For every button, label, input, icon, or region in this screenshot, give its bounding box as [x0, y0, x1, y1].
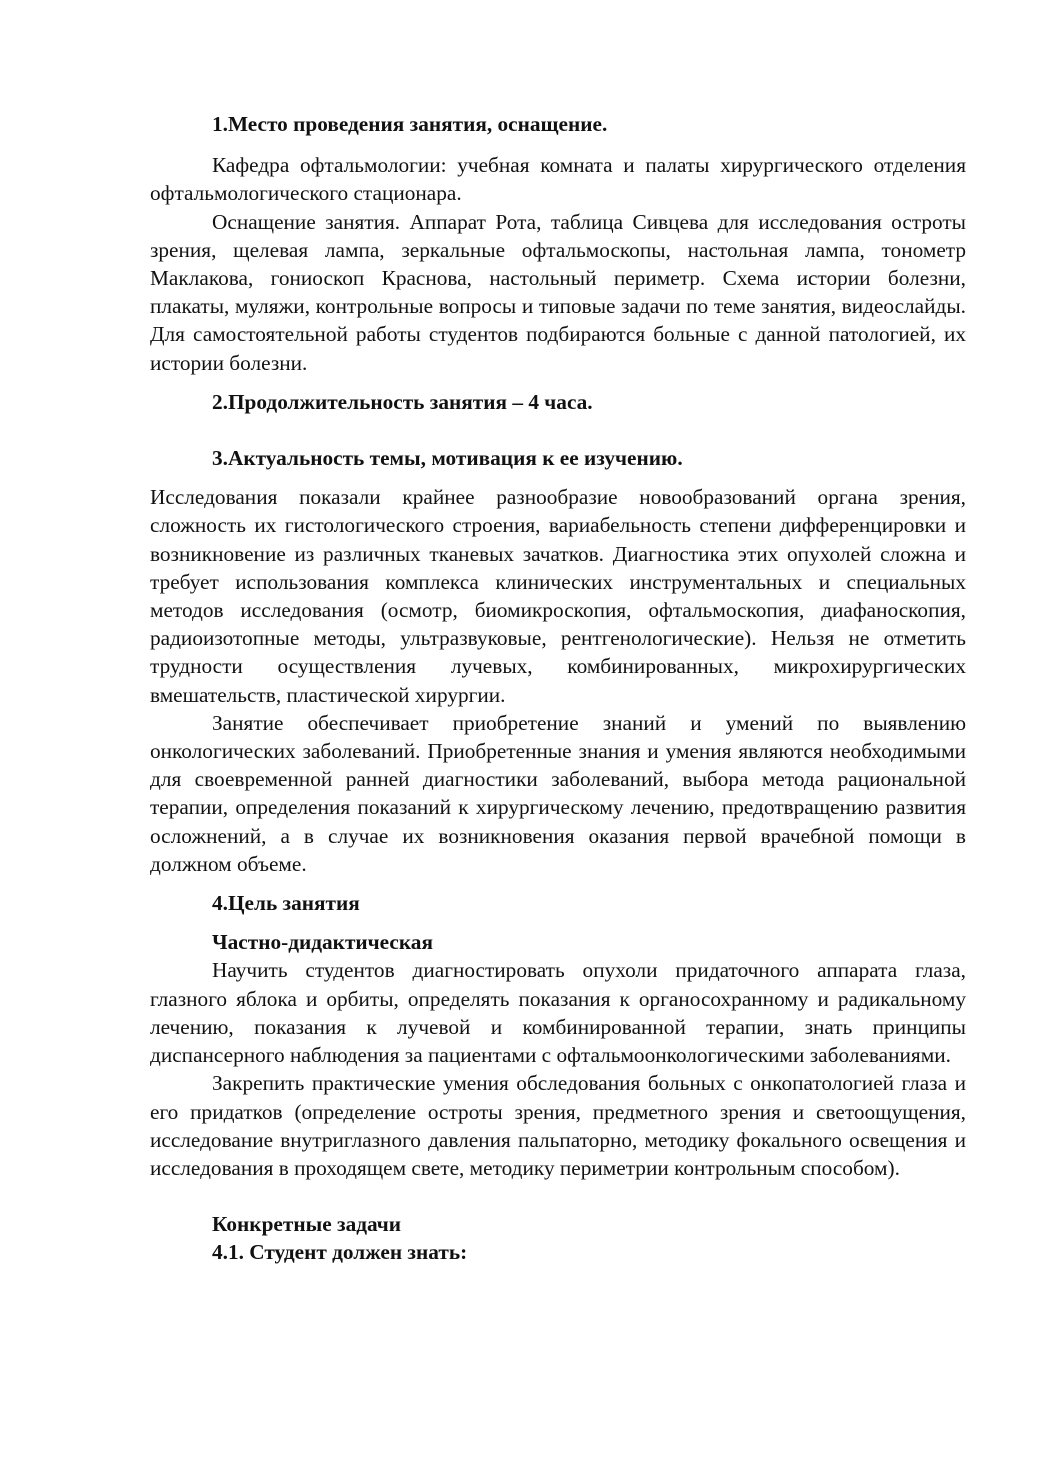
- section-4-subheading: Частно-дидактическая: [212, 930, 433, 955]
- section-1-heading: 1.Место проведения занятия, оснащение.: [212, 112, 608, 136]
- section-3-heading: 3.Актуальность темы, мотивация к ее изучению.: [212, 446, 683, 471]
- section-3-paragraph-2: Занятие обеспечивает приобретение знаний и умений по выявлению онкологических заболеваний. Приобретенные знания и умения являются необходимыми для своевременной ранней диагностики заболеваний, выбора метода рациональной терапии, определения показаний к хирургическому лечению, предотвращению развития осложнений, а в случае их возникновения оказания первой врачебной помощи в должном объеме.: [150, 710, 966, 876]
- section-1-paragraph-1: Кафедра офтальмологии: учебная комната и палаты хирургического отделения офтальмологического стационара.: [150, 153, 966, 206]
- section-3-paragraph-1: Исследования показали крайнее разнообразие новообразований органа зрения, сложность их гистологического строения, вариабельность степени дифференцировки и возникновение из различных тканевых зачатков. Диагностика этих опухолей сложна и требует использования комплекса клинических инструментальных и специальных методов исследования (осмотр, биомикроскопия, офтальмоскопия, диафаноскопия, радиоизотопные методы, ультразвуковые, рентгенологические). Нельзя не отметить трудности осуществления лучевых, комбинированных, микрохирургических вмешательств, пластической хирургии.: [150, 485, 966, 707]
- section-4-paragraph-1: Научить студентов диагностировать опухоли придаточного аппарата глаза, глазного яблока и орбиты, определять показания к органосохранному и радикальному лечению, показания к лучевой и комбинированной терапии, знать принципы диспансерного наблюдения за пациентами с офтальмоонкологическими заболеваниями.: [150, 958, 966, 1068]
- section-2-heading: 2.Продолжительность занятия – 4 часа.: [212, 389, 593, 414]
- section-4-1-heading: 4.1. Студент должен знать:: [212, 1240, 468, 1265]
- section-4-heading: 4.Цель занятия: [212, 891, 360, 916]
- document-page: [150, 110, 966, 1267]
- tasks-heading: Конкретные задачи: [212, 1212, 402, 1237]
- section-1-paragraph-2: Оснащение занятия. Аппарат Рота, таблица Сивцева для исследования остроты зрения, щелевая лампа, зеркальные офтальмоскопы, настольная лампа, тонометр Маклакова, гониоскоп Краснова, настольный периметр. Схема истории болезни, плакаты, муляжи, контрольные вопросы и типовые задачи по теме занятия, видеослайды. Для самостоятельной работы студентов подбираются больные с данной патологией, их истории болезни.: [150, 209, 966, 375]
- section-4-paragraph-2: Закрепить практические умения обследования больных с онкопатологией глаза и его придатков (определение остроты зрения, предметного зрения и светоощущения, исследование внутриглазного давления пальпаторно, методику фокального освещения и исследования в проходящем свете, методику периметрии контрольным способом).: [150, 1071, 966, 1180]
